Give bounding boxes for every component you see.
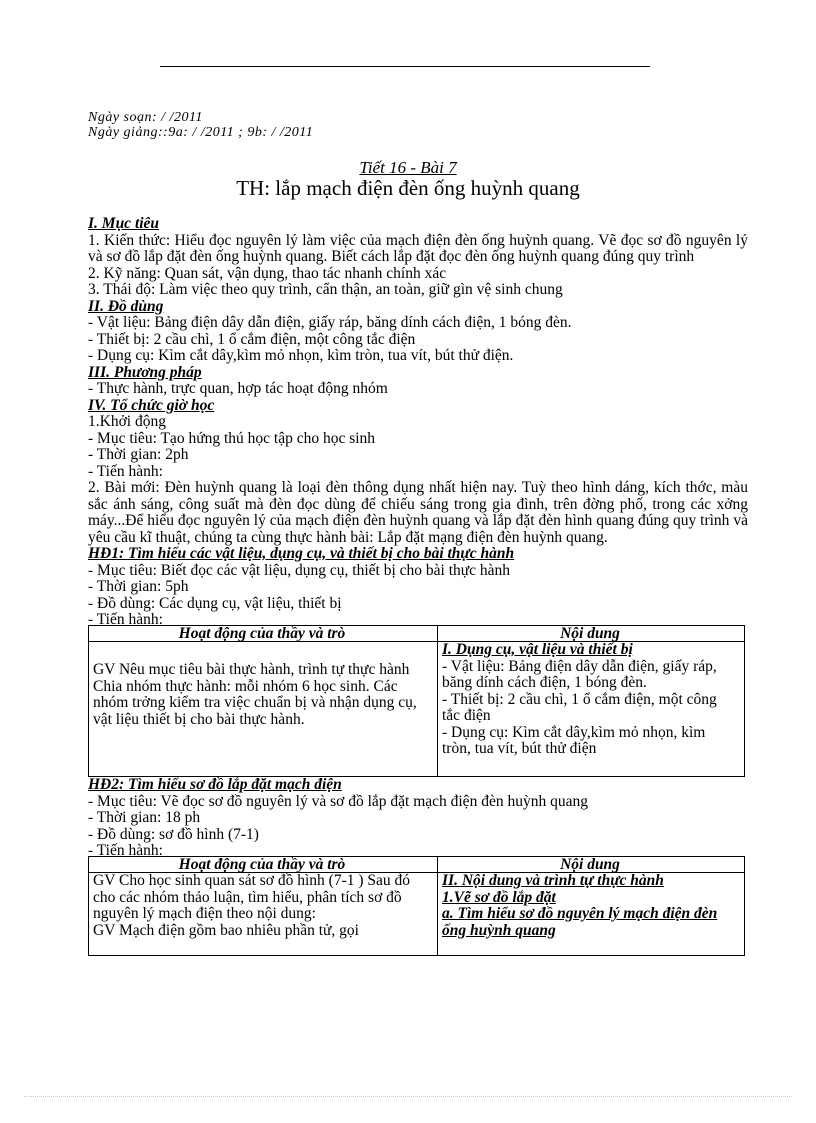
date-taught: Ngày giảng::9a: / /2011 ; 9b: / /2011 bbox=[88, 125, 314, 140]
activity2-process: - Tiến hành: bbox=[88, 843, 163, 856]
header-rule bbox=[160, 66, 650, 67]
activity2-table-header bbox=[89, 857, 745, 873]
objective-knowledge: 1. Kiến thức: Hiểu đọc nguyên lý làm việc của mạch điện đèn ống huỳnh quang. Vẽ đọc sơ đồ nguyên lý và sơ đồ lắp đặt đèn ống huỳnh quang. Biết cách lắp đặt đọc đèn ống huỳnh quang đúng quy trình bbox=[88, 231, 748, 265]
activity1-col-teacher: Hoạt động của thầy và trò bbox=[89, 626, 438, 642]
objective-attitude: 3. Thái độ: Làm việc theo quy trình, cẩn thận, an toàn, giữ gìn vệ sinh chung bbox=[88, 281, 563, 298]
start-goal: - Mục tiêu: Tạo hứng thú học tập cho học sinh bbox=[88, 429, 376, 447]
section-objectives-heading: I. Mục tiêu bbox=[88, 215, 160, 232]
activity1-equipment: - Đồ dùng: Các dụng cụ, vật liệu, thiết bị bbox=[88, 594, 342, 612]
activity2-goal: - Mục tiêu: Vẽ đọc sơ đồ nguyên lý và sơ đồ lắp đặt mạch điện đèn huỳnh quang bbox=[88, 792, 588, 810]
lesson-number: Tiết 16 - Bài 7 bbox=[359, 158, 457, 177]
activity1-content-tools: - Dụng cụ: Kìm cắt dây,kìm mỏ nhọn, kìm tròn, tua vít, bút thử điện bbox=[442, 723, 706, 757]
activity2-teacher-text-1: GV Cho học sinh quan sát sơ đồ hình (7-1 ) Sau đó cho các nhóm thảo luận, tìm hiểu, phân tích sơ đồ nguyên lý mạch điện theo nội dung: bbox=[93, 873, 411, 922]
activity1-cell-content bbox=[438, 642, 745, 777]
activity2-table bbox=[88, 856, 745, 956]
activity2-table-row bbox=[89, 873, 745, 956]
activity1-goal: - Mục tiêu: Biết đọc các vật liệu, dụng cụ, thiết bị cho bài thực hành bbox=[88, 561, 511, 579]
page-bottom-rule bbox=[24, 1096, 792, 1097]
activity2-teacher-text-2: GV Mạch điện gồm bao nhiêu phần tử, gọi bbox=[93, 921, 359, 939]
activity1-teacher-text-2: Chia nhóm thực hành: mỗi nhóm 6 học sinh. Các nhóm trởng kiểm tra việc chuẩn bị và nhận dụng cụ, vật liệu thiết bị cho bài thực hành. bbox=[93, 677, 417, 728]
activity1-content-devices: - Thiết bị: 2 cầu chì, 1 ổ cắm điện, một công tắc điện bbox=[442, 690, 717, 724]
section-equipment-heading: II. Đồ dùng bbox=[88, 297, 164, 315]
activity1-content-materials: - Vật liệu: Bảng điện dây dẫn điện, giấy ráp, băng dính cách điện, 1 bóng đèn. bbox=[442, 657, 717, 691]
equipment-materials: - Vật liệu: Bảng điện dây dẫn điện, giấy ráp, băng dính cách điện, 1 bóng đèn. bbox=[88, 314, 572, 331]
activity2-col-content: Nội dung bbox=[438, 857, 745, 873]
activity2-time: - Thời gian: 18 ph bbox=[88, 809, 201, 826]
method-content: - Thực hành, trực quan, hợp tác hoạt động nhóm bbox=[88, 380, 388, 397]
activity1-table-header bbox=[89, 626, 745, 642]
activity2-cell-teacher bbox=[89, 873, 438, 956]
section-organization-heading: IV. Tổ chức giờ học bbox=[88, 396, 215, 414]
activity1-content-heading: I. Dụng cụ, vật liệu và thiết bị bbox=[442, 642, 633, 658]
equipment-tools: - Dụng cụ: Kìm cắt dây,kìm mỏ nhọn, kìm tròn, tua vít, bút thử điện. bbox=[88, 347, 514, 364]
activity1-heading: HĐ1: Tìm hiểu các vật liệu, dụng cụ, và thiết bị cho bài thực hành bbox=[88, 545, 515, 562]
activity2-content-heading-3: a. Tìm hiểu sơ đồ nguyên lý mạch điện đèn ống huỳnh quang bbox=[442, 905, 718, 939]
activity1-process: - Tiến hành: bbox=[88, 612, 163, 625]
activity1-table bbox=[88, 625, 745, 777]
start-time: - Thời gian: 2ph bbox=[88, 446, 189, 463]
document-body bbox=[88, 216, 748, 956]
activity1-teacher-text-1: GV Nêu mục tiêu bài thực hành, trình tự thực hành bbox=[93, 661, 410, 678]
activity2-equipment: - Đồ dùng: sơ đồ hình (7-1) bbox=[88, 825, 259, 843]
activity1-table-row bbox=[89, 642, 745, 777]
lesson-title: TH: lắp mạch điện đèn ống huỳnh quang bbox=[236, 176, 580, 200]
section-method-heading: III. Phương pháp bbox=[88, 363, 202, 381]
dates-block bbox=[88, 110, 313, 140]
activity2-content-heading-1: II. Nội dung và trình tự thực hành bbox=[442, 873, 664, 889]
activity1-time: - Thời gian: 5ph bbox=[88, 578, 189, 595]
equipment-devices: - Thiết bị: 2 cầu chì, 1 ổ cắm điện, một công tắc điện bbox=[88, 330, 416, 348]
activity1-col-content: Nội dung bbox=[438, 626, 745, 642]
activity1-cell-teacher bbox=[89, 642, 438, 777]
activity2-cell-content bbox=[438, 873, 745, 956]
activity2-heading: HĐ2: Tìm hiểu sơ đồ lắp đặt mạch điện bbox=[88, 776, 342, 793]
start-title: 1.Khởi động bbox=[88, 413, 166, 430]
date-prepared: Ngày soạn: / /2011 bbox=[88, 110, 203, 125]
new-lesson-intro: 2. Bài mới: Đèn huỳnh quang là loại đèn thông dụng nhất hiện nay. Tuỳ theo hình dáng, kích thớc, màu sắc ánh sáng, công suất mà đèn đọc dùng để chiếu sáng trong gia đình, trên đờng phố, trong các xởng máy...Để hiểu đọc nguyên lý của mạch điện đèn huỳnh quang và lắp đặt đèn hình quang đúng quy trình và yêu cầu kĩ thuật, chúng ta cùng thực hành bài: Lắp đặt mạng điện đèn huỳnh quang. bbox=[88, 479, 748, 546]
objective-skills: 2. Kỹ năng: Quan sát, vận dụng, thao tác nhanh chính xác bbox=[88, 264, 447, 282]
activity2-col-teacher: Hoạt động của thầy và trò bbox=[89, 857, 438, 873]
activity2-content-heading-2: 1.Vẽ sơ đồ lắp đặt bbox=[442, 888, 556, 906]
start-process: - Tiến hành: bbox=[88, 462, 163, 480]
